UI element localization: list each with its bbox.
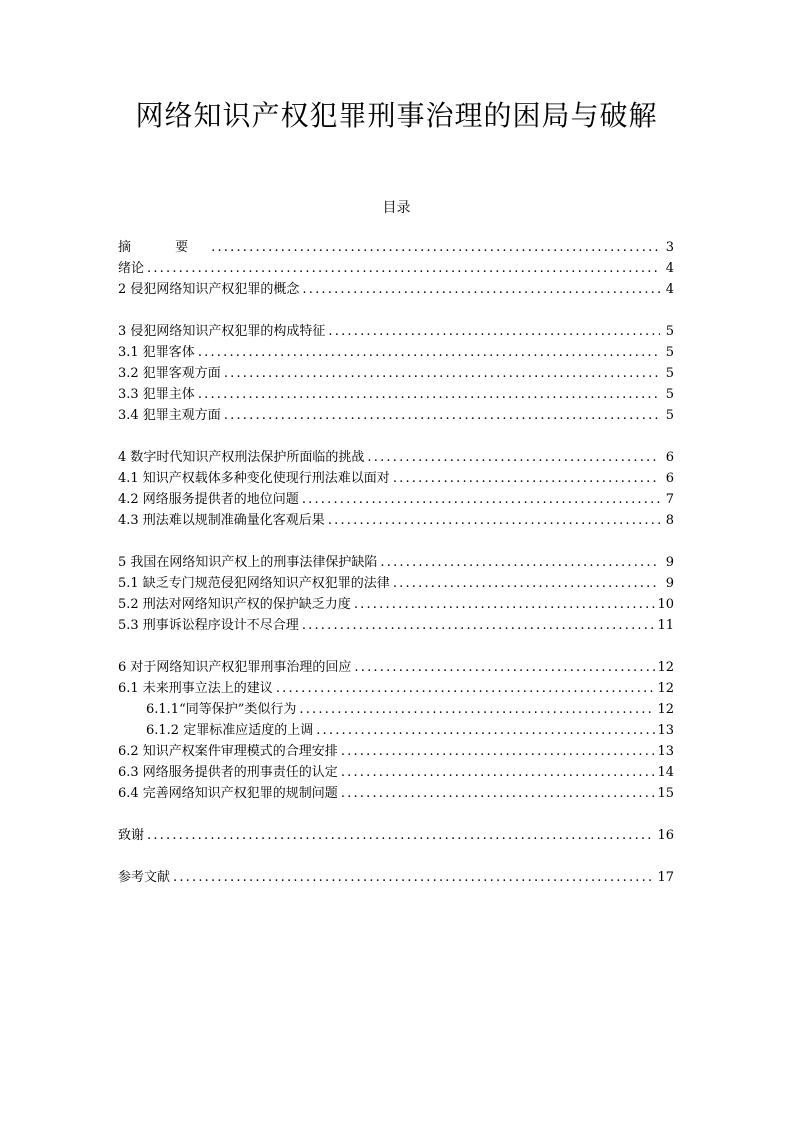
toc-entry-page: 17 — [657, 870, 674, 885]
toc-leader-dots — [299, 700, 655, 720]
toc-leader-dots — [173, 868, 655, 888]
toc-leader-dots — [393, 574, 660, 594]
toc-entry-label: 6.1.2 定罪标准应适度的上调 — [146, 723, 314, 738]
toc-entry-page: 5 — [665, 324, 674, 339]
toc-entry-label: 6.4 完善网络知识产权犯罪的规制问题 — [118, 786, 338, 801]
toc-entry-section-5-3[interactable] — [118, 616, 674, 636]
toc-entry-section-5-1[interactable] — [118, 574, 674, 594]
toc-entry-references[interactable] — [118, 868, 674, 888]
toc-entry-label: 参考文献 — [118, 870, 171, 885]
toc-leader-dots — [276, 679, 656, 699]
toc-entry-page: 4 — [665, 261, 674, 276]
toc-entry-section-6-1[interactable] — [118, 679, 674, 699]
toc-entry-page: 11 — [657, 618, 674, 633]
toc-leader-dots — [147, 826, 655, 846]
toc-entry-section-4-3[interactable] — [118, 511, 674, 531]
toc-entry-section-6-3[interactable] — [118, 763, 674, 783]
toc-entry-label: 5 我国在网络知识产权上的刑事法律保护缺陷 — [118, 555, 378, 570]
toc-leader-dots — [224, 406, 660, 426]
toc-entry-label: 4.1 知识产权载体多种变化使现行刑法难以面对 — [118, 471, 390, 486]
toc-leader-dots — [316, 721, 655, 741]
toc-entry-page: 14 — [657, 765, 674, 780]
toc-entry-acknowledgements[interactable] — [118, 826, 674, 846]
toc-entry-label: 2 侵犯网络知识产权犯罪的概念 — [118, 282, 300, 297]
toc-entry-label: 6.1 未来刑事立法上的建议 — [118, 681, 273, 696]
toc-entry-introduction[interactable] — [118, 259, 674, 279]
toc-entry-label: 4 数字时代知识产权刑法保护所面临的挑战 — [118, 450, 365, 465]
toc-leader-dots — [341, 742, 656, 762]
toc-entry-label: 致谢 — [118, 828, 145, 843]
toc-entry-label: 摘 要 — [118, 240, 209, 255]
toc-entry-page: 12 — [657, 681, 674, 696]
toc-entry-label: 3.1 犯罪客体 — [118, 345, 195, 360]
toc-entry-section-6-1-2[interactable] — [146, 721, 674, 741]
toc-entry-page: 10 — [657, 597, 674, 612]
toc-leader-dots — [302, 280, 660, 300]
toc-leader-dots — [198, 385, 660, 405]
toc-leader-dots — [380, 553, 660, 573]
toc-entry-page: 6 — [665, 471, 674, 486]
toc-entry-section-6-2[interactable] — [118, 742, 674, 762]
toc-leader-dots — [302, 490, 660, 510]
toc-entry-page: 13 — [657, 723, 674, 738]
toc-entry-label: 4.2 网络服务提供者的地位问题 — [118, 492, 299, 507]
toc-leader-dots — [147, 259, 660, 279]
toc-leader-dots — [393, 469, 660, 489]
toc-entry-label: 6.3 网络服务提供者的刑事责任的认定 — [118, 765, 338, 780]
toc-heading: 目录 — [382, 200, 411, 216]
toc-entry-section-4-1[interactable] — [118, 469, 674, 489]
toc-entry-section-6[interactable] — [118, 658, 674, 678]
toc-entry-label: 6.2 知识产权案件审理模式的合理安排 — [118, 744, 338, 759]
toc-entry-section-3-4[interactable] — [118, 406, 674, 426]
toc-entry-page: 9 — [665, 555, 674, 570]
toc-entry-page: 5 — [665, 345, 674, 360]
toc-leader-dots — [341, 763, 656, 783]
toc-leader-dots — [367, 448, 660, 468]
toc-entry-label: 3.4 犯罪主观方面 — [118, 408, 221, 423]
toc-leader-dots — [328, 322, 660, 342]
toc-entry-label: 5.2 刑法对网络知识产权的保护缺乏力度 — [118, 597, 351, 612]
toc-entry-page: 13 — [657, 744, 674, 759]
toc-entry-page: 8 — [665, 513, 674, 528]
toc-entry-label: 4.3 刑法难以规制准确量化客观后果 — [118, 513, 325, 528]
toc-entry-label: 3 侵犯网络知识产权犯罪的构成特征 — [118, 324, 326, 339]
toc-entry-page: 5 — [665, 366, 674, 381]
toc-leader-dots — [354, 595, 656, 615]
toc-leader-dots — [354, 658, 655, 678]
toc-entry-page: 16 — [657, 828, 674, 843]
toc-entry-section-3[interactable] — [118, 322, 674, 342]
toc-entry-label: 3.3 犯罪主体 — [118, 387, 195, 402]
toc-entry-label: 5.1 缺乏专门规范侵犯网络知识产权犯罪的法律 — [118, 576, 390, 591]
toc-entry-page: 3 — [665, 240, 674, 255]
toc-entry-page: 5 — [665, 408, 674, 423]
toc-leader-dots — [198, 343, 660, 363]
toc-entry-section-3-1[interactable] — [118, 343, 674, 363]
toc-entry-section-2[interactable] — [118, 280, 674, 300]
toc-leader-dots — [341, 784, 656, 804]
toc-entry-page: 5 — [665, 387, 674, 402]
toc-entry-page: 9 — [665, 576, 674, 591]
toc-entry-section-4-2[interactable] — [118, 490, 674, 510]
toc-entry-section-6-1-1[interactable] — [146, 700, 674, 720]
toc-entry-page: 4 — [665, 282, 674, 297]
document-title: 网络知识产权犯罪刑事治理的困局与破解 — [135, 99, 658, 132]
toc-entry-page: 6 — [665, 450, 674, 465]
toc-leader-dots — [211, 238, 660, 258]
toc-entry-section-4[interactable] — [118, 448, 674, 468]
toc-entry-label: 绪论 — [118, 261, 145, 276]
toc-entry-label: 6.1.1“同等保护”类似行为 — [146, 702, 297, 717]
toc-entry-page: 7 — [665, 492, 674, 507]
toc-leader-dots — [302, 616, 656, 636]
toc-entry-label: 6 对于网络知识产权犯罪刑事治理的回应 — [118, 660, 352, 675]
toc-entry-section-3-2[interactable] — [118, 364, 674, 384]
toc-leader-dots — [224, 364, 660, 384]
toc-entry-label: 3.2 犯罪客观方面 — [118, 366, 221, 381]
toc-leader-dots — [328, 511, 660, 531]
toc-entry-page: 15 — [657, 786, 674, 801]
toc-entry-section-5-2[interactable] — [118, 595, 674, 615]
toc-entry-page: 12 — [657, 660, 674, 675]
toc-entry-section-6-4[interactable] — [118, 784, 674, 804]
toc-entry-section-3-3[interactable] — [118, 385, 674, 405]
toc-entry-page: 12 — [657, 702, 674, 717]
toc-entry-abstract[interactable] — [118, 238, 674, 258]
toc-entry-label: 5.3 刑事诉讼程序设计不尽合理 — [118, 618, 299, 633]
toc-entry-section-5[interactable] — [118, 553, 674, 573]
